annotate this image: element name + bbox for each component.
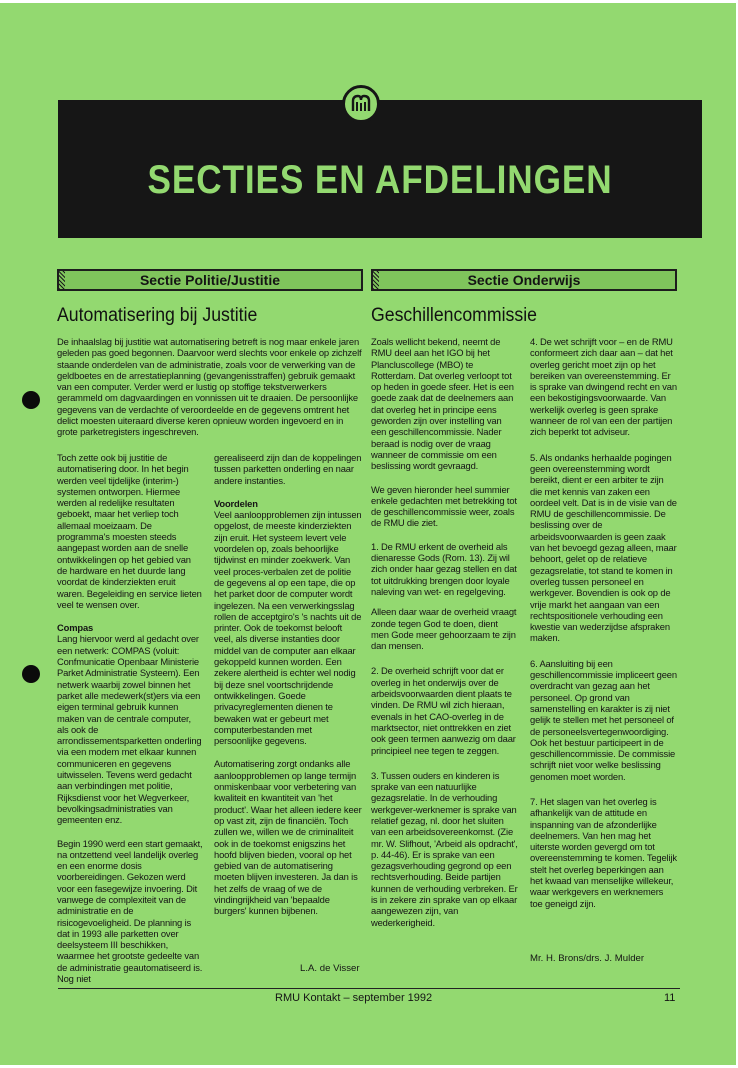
article-column bbox=[214, 452, 362, 927]
article-heading: Geschillencommissie bbox=[371, 305, 537, 326]
subheading: Voordelen bbox=[214, 497, 258, 509]
paragraph: Automatisering zorgt ondanks alle aanloopproblemen op lange termijn onmiskenbaar voor verbetering van kwaliteit en kwantiteit van 'het product'. Waar het alleen iedere keer op vast zit, zijn de financiën. Toch zullen we, willen we de criminaliteit ook in de toekomst enigszins het hoofd blijven bieden, vooral op het gebied van de automatisering moeten blijven investeren. Ja dan is het zelfs de vraag of we de vindingrijkheid van 'bepaalde burgers' kunnen bijbenen. bbox=[214, 758, 362, 917]
paragraph: 5. Als ondanks herhaalde pogingen geen overeenstemming wordt bereikt, dient er een arbiter te zijn die met kennis van zaken een oordeel velt. Dat is in de visie van de RMU de geschillencommissie. De beslissing over de arbeidsvoorwaarden is geen zaak van het bevoegd gezag alleen, maar behoort, gelet op de relatieve gezagsrelatie, tot stand te komen in overleg tussen personeel en werkgever. Bovendien is ook op de vrije markt het aangaan van een rechtspositionele verhouding een kwestie van wederzijdse afspraken maken. bbox=[530, 451, 677, 644]
paragraph: Zoals wellicht bekend, neemt de RMU deel aan het IGO bij het Plancluscollege (MBO) te Rotterdam. Dat overleg verloopt tot op heden in goede sfeer. Het is een goede zaak dat de deelnemers aan dat overleg het in principe eens geworden zijn over instelling van een geschillencommissie. Nader beraad is nodig over de vraag wanneer de commissie om een beslissing wordt gevraagd. bbox=[371, 336, 514, 472]
magazine-page bbox=[0, 3, 736, 1065]
page-number: 11 bbox=[664, 992, 676, 1004]
footer-divider bbox=[58, 988, 680, 989]
section-title: Sectie Onderwijs bbox=[467, 272, 581, 288]
paragraph: 3. Tussen ouders en kinderen is sprake van een natuurlijke gezagsrelatie. In de verhouding werkgever-werknemer is sprake van relatief gezag, nl. door het sluiten van een arbeidsovereenkomst. (Zie mr. W. Slifhout, 'Arbeid als opdracht', p. 44-46). Er is sprake van een gezagsverhouding gegrond op een rechtsverhouding. Beide partijen kunnen de verhouding verbreken. Er is in zekere zin sprake van op elkaar aangewezen zijn, van wederkerigheid. bbox=[371, 769, 518, 928]
paragraph: Alleen daar waar de overheid vraagt zonde tegen God te doen, dient men Gode meer gehoorzaam te zijn dan mensen. bbox=[371, 606, 517, 652]
paragraph: 2. De overheid schrijft voor dat er overleg in het onderwijs over de arbeidsvoorwaarden dient plaats te vinden. De RMU wil zich hieraan, evenals in het CAO-overleg in de marktsector, niet onttrekken en ziet ook geen termen aanwezig om daar principieel nee tegen te zeggen. bbox=[371, 665, 516, 756]
article-column bbox=[57, 452, 203, 994]
article-column bbox=[530, 336, 678, 918]
paragraph: 6. Aansluiting bij een geschillencommissie impliceert geen overdracht van gezag aan het personeel. Op grond van samenstelling en karakter is zij niet gelijk te stellen met het personeel of de personeelsvertegenwoordiging. Ook het bestuur participeert in de geschillencommissie. De commissie schrijft niet voor welke beslissing genomen moet worden. bbox=[530, 657, 677, 782]
paragraph: De inhaalslag bij justitie wat automatisering betreft is nog maar enkele jaren geleden pas goed begonnen. Daarvoor werd slechts voor enkele op zichzelf staande onderdelen van de administratie, zoals voor de verwerking van de geldboetes en de arrestatieplanning (gevangenisstraffen) gebruik gemaakt van een computer. Verder werd er lustig op stoffige tekstverwerkers gerammeld om dagvaardingen en vonnissen uit te draaien. De persoonlijke gegevens van de verdachte of veroordeelde en de gegevens omtrent het delict moesten uiteraard diverse keren opnieuw worden ingevoerd en in grote parketregisters ingeschreven. bbox=[57, 336, 362, 438]
paragraph: Lang hiervoor werd al gedacht over een netwerk: COMPAS (voluit: Confmunicatie Openbaar Ministerie Parket Administratie Systeem). Een netwerk waarbij zowel binnen het parket alle medewerk(st)ers via een eigen terminal gebruik kunnen maken van de centrale computer, als ook de arrondissementsparketten onderling via een modem met elkaar kunnen communiceren en gegevens uitwisselen. Tevens werd gedacht aan verbindingen met politie, Rijksdienst voor het Wegverkeer, bevolkingsadministraties van gemeenten enz. bbox=[57, 633, 202, 826]
paragraph: 4. De wet schrijft voor – en de RMU conformeert zich daar aan – dat het overleg gericht moet zijn op het bereiken van overeenstemming. Er is sprake van dwingend recht en van een bekostigingsvoorwaarde. Van werkelijk overleg is geen sprake wanneer de rol van een der partijen zich beperkt tot adviseur. bbox=[530, 336, 677, 438]
punch-hole bbox=[22, 665, 40, 683]
paragraph: Toch zette ook bij justitie de automatisering door. In het begin werden veel tijdelijke (interim-) systemen ontworpen. Hiermee werden al redelijke resultaten geboekt, maar het verliep toch allemaal moeizaam. De programma's moesten steeds aangepast worden aan de snelle ontwikkelingen op het gebied van de hardware en het duurde lang voordat de kinderziekten eruit waren. Begeleiding en service lieten veel te wensen over. bbox=[57, 452, 202, 610]
section-bar-politie-justitie bbox=[57, 269, 363, 291]
author-signature: L.A. de Visser bbox=[300, 963, 360, 974]
paragraph: Veel aanloopproblemen zijn intussen opgelost, de meeste kinderziekten zijn eruit. Het systeem levert vele voordelen op, zoals behoorlijke tijdwinst en minder zoekwerk. Van veel proces-verbalen zet de politie de gegevens al op een tape, die op het parket door de computer wordt ingelezen. Na een verwerkingsslag rollen de acceptgiro's 's nachts uit de printer. Ook de toekomst belooft veel, als diverse instanties door middel van de computer aan elkaar gekoppeld kunnen worden. Een zekere alertheid is echter wel nodig bij deze snel voortschrijdende ontwikkelingen. Goede privacyreglementen dienen te bewaken wat er gebeurt met computerbestanden met persoonlijke gegevens. bbox=[214, 509, 362, 747]
footer-publication: RMU Kontakt – september 1992 bbox=[275, 992, 433, 1004]
author-signature: Mr. H. Brons/drs. J. Mulder bbox=[530, 953, 645, 964]
header-banner bbox=[58, 100, 702, 238]
article-intro bbox=[57, 336, 363, 448]
paragraph: 1. De RMU erkent de overheid als dienaresse Gods (Rom. 13). Zij wil zich onder haar gezag stellen en dat tot uitdrukking brengen door loyale naleving van wet- en regelgeving. bbox=[371, 540, 517, 597]
paragraph: gerealiseerd zijn dan de koppelingen tussen parketten onderling en naar andere instanties. bbox=[214, 452, 362, 486]
page-title: SECTIES EN AFDELINGEN bbox=[147, 158, 613, 202]
rmu-logo-icon bbox=[342, 85, 380, 123]
section-title: Sectie Politie/Justitie bbox=[139, 272, 281, 288]
article-heading: Automatisering bij Justitie bbox=[57, 305, 258, 326]
subheading: Compas bbox=[57, 622, 94, 634]
paragraph: We geven hieronder heel summier enkele gedachten met betrekking tot de geschillencommissie weer, zoals de RMU die ziet. bbox=[371, 483, 517, 529]
paragraph: 7. Het slagen van het overleg is afhankelijk van de attitude en inspanning van de afzonderlijke deelnemers. Van hen mag het uiterste worden gevergd om tot overeenstemming te komen. Tegelijk stelt het overleg beperkingen aan het kwaad van menselijke willekeur, waar werkgevers en werknemers toe geneigd zijn. bbox=[530, 795, 677, 909]
punch-hole bbox=[22, 391, 40, 409]
paragraph: Begin 1990 werd een start gemaakt, na ontzettend veel landelijk overleg en een enorme dosis voorbereidingen. Gekozen werd voor een fasegewijze invoering. Dit vanwege de complexiteit van de administratie en de risicogevoeligheid. De planning is dat in 1993 alle parketten over deelsysteem III beschikken, waarmee het grootste gedeelte van de administratie geautomatiseerd is. Nog niet bbox=[57, 837, 203, 985]
article-column bbox=[371, 336, 518, 937]
section-bar-onderwijs bbox=[371, 269, 677, 291]
